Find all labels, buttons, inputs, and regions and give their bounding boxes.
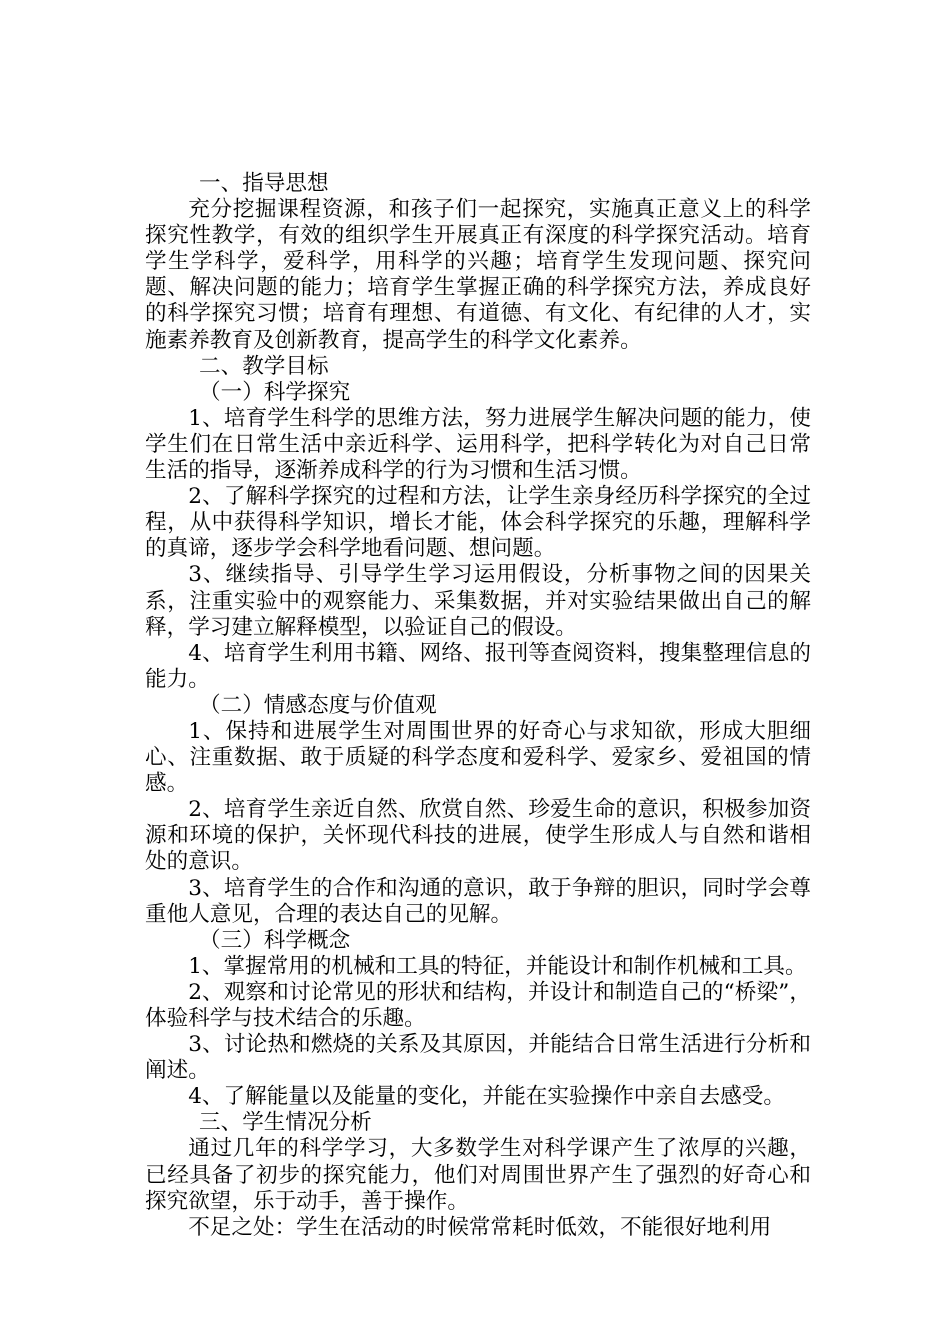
paragraph-inquiry-3: 3、继续指导、引导学生学习运用假设，分析事物之间的因果关系，注重实验中的观察能力、采集数据，并对实验结果做出自己的解释，学习建立解释模型，以验证自己的假设。 (145, 562, 811, 640)
subsection-heading-attitudes-values: （二）情感态度与价值观 (199, 692, 437, 718)
section-heading-student-analysis: 三、学生情况分析 (199, 1110, 372, 1136)
paragraph-concepts-3: 3、讨论热和燃烧的关系及其原因，并能结合日常生活进行分析和阐述。 (145, 1032, 811, 1084)
section-heading-teaching-goals: 二、教学目标 (199, 353, 329, 379)
paragraph-attitudes-2: 2、培育学生亲近自然、欣赏自然、珍爱生命的意识，积极参加资源和环境的保护，关怀现代科技的进展，使学生形成人与自然和谐相处的意识。 (145, 797, 811, 875)
paragraph-inquiry-1: 1、培育学生科学的思维方法，努力进展学生解决问题的能力，使学生们在日常生活中亲近科学、运用科学，把科学转化为对自己日常生活的指导，逐渐养成科学的行为习惯和生活习惯。 (145, 405, 811, 484)
paragraph-student-analysis-1: 通过几年的科学学习，大多数学生对科学课产生了浓厚的兴趣，已经具备了初步的探究能力，他们对周围世界产生了强烈的好奇心和探究欲望，乐于动手，善于操作。 (145, 1136, 811, 1214)
paragraph-guiding-thought: 充分挖掘课程资源，和孩子们一起探究，实施真正意义上的科学探究性教学，有效的组织学生开展真正有深度的科学探究活动。培育学生学科学，爱科学，用科学的兴趣；培育学生发现问题、探究问题、解决问题的能力；培育学生掌握正确的科学探究方法，养成良好的科学探究习惯；培育有理想、有道德、有文化、有纪律的人才，实施素养教育及创新教育，提高学生的科学文化素养。 (145, 197, 811, 353)
section-heading-guiding-thought: 一、指导思想 (199, 171, 329, 196)
paragraph-student-analysis-2: 不足之处：学生在活动的时候常常耗时低效，不能很好地利用 (188, 1214, 772, 1240)
paragraph-attitudes-3: 3、培育学生的合作和沟通的意识，敢于争辩的胆识，同时学会尊重他人意见，合理的表达自己的见解。 (145, 875, 811, 927)
paragraph-concepts-1: 1、掌握常用的机械和工具的特征，并能设计和制作机械和工具。 (188, 953, 807, 979)
paragraph-attitudes-1: 1、保持和进展学生对周围世界的好奇心与求知欲，形成大胆细心、注重数据、敢于质疑的科学态度和爱科学、爱家乡、爱祖国的情感。 (145, 718, 811, 797)
subsection-heading-scientific-concepts: （三）科学概念 (199, 927, 351, 953)
paragraph-inquiry-2: 2、了解科学探究的过程和方法，让学生亲身经历科学探究的全过程，从中获得科学知识，增长才能，体会科学探究的乐趣，理解科学的真谛，逐步学会科学地看问题、想问题。 (145, 484, 811, 562)
subsection-heading-scientific-inquiry: （一）科学探究 (199, 379, 351, 405)
paragraph-inquiry-4: 4、培育学生利用书籍、网络、报刊等查阅资料，搜集整理信息的能力。 (145, 640, 811, 692)
document-body (145, 171, 811, 1241)
paragraph-concepts-2: 2、观察和讨论常见的形状和结构，并设计和制造自己的“桥梁”，体验科学与技术结合的乐趣。 (145, 979, 811, 1031)
paragraph-concepts-4: 4、了解能量以及能量的变化，并能在实验操作中亲自去感受。 (188, 1084, 785, 1110)
